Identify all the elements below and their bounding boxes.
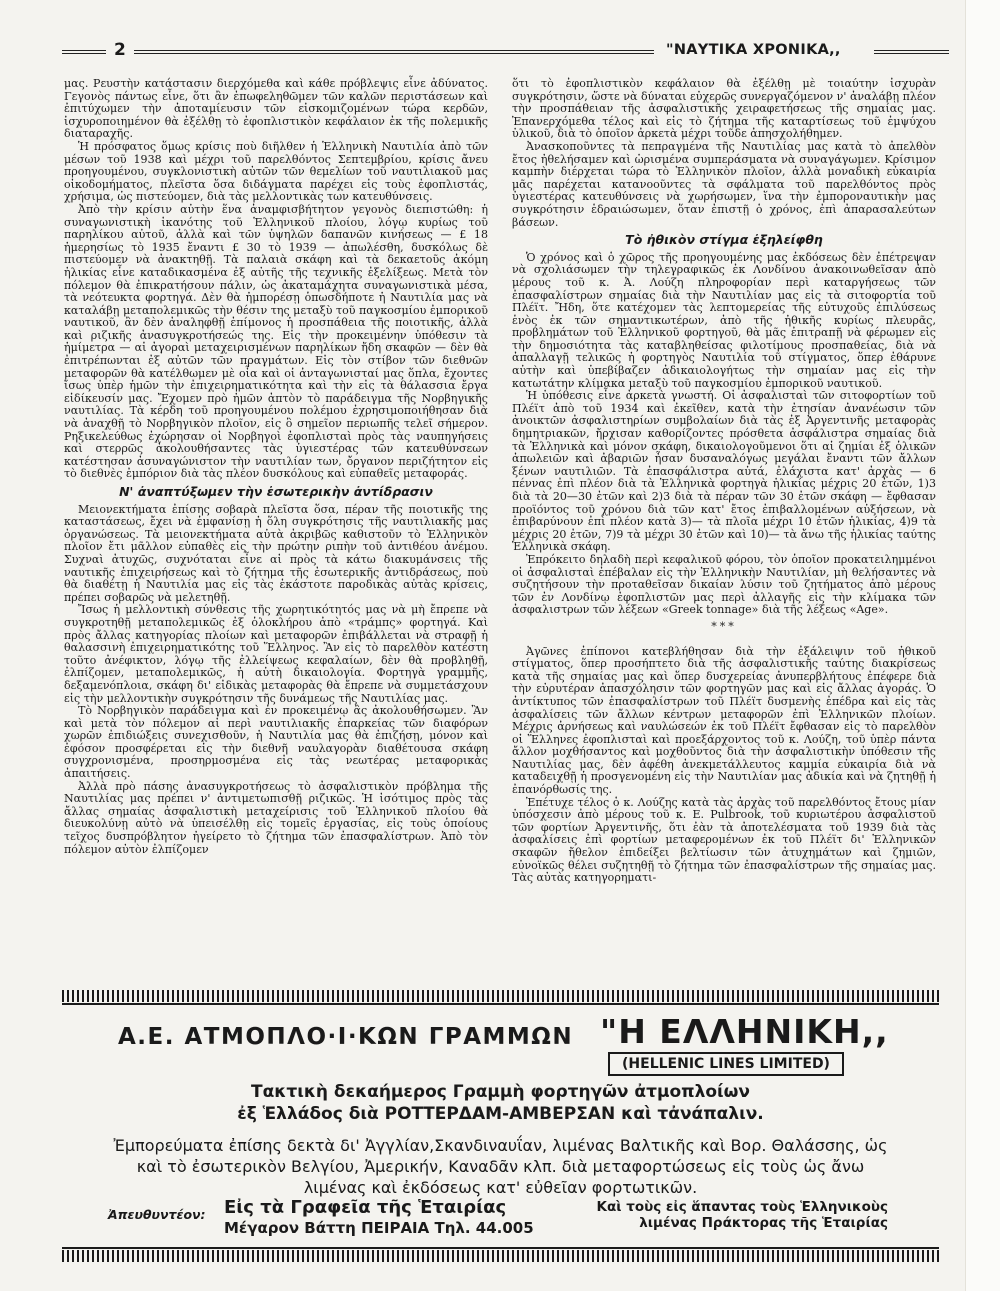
ad-service-line: Τακτικὴ δεκαήμερος Γραμμὴ φορτηγῶν ἀτμοπλοίων (251, 1082, 750, 1102)
ad-company-name: Α.Ε. ΑΤΜΟΠΛΟ·Ι·ΚΩΝ ΓΡΑΜΜΩΝ (118, 1024, 574, 1050)
left-column (64, 78, 488, 856)
paragraph: μας. Ρευστὴν κατάστασιν διερχόμεθα καὶ κάθε πρόβλεψις εἶνε ἀδύνατος. Γεγονὸς πάντως εἶνε, ὅτι ἂν ἐπωφεληθῶμεν τῶν καλῶν περιστάσεων καὶ ἐπιτύχωμεν τὴν ἀποταμίευσιν τῶν εἰσκομιζομένων τώρα κερδῶν, ἰσχυροποιημένον θὰ ἐξέλθῃ τὸ ἐφοπλιστικὸν κεφάλαιον ἐκ τῆς πολεμικῆς διαταραχῆς. (64, 77, 488, 141)
paragraph: ὅτι τὸ ἐφοπλιστικὸν κεφάλαιον θὰ ἐξέλθῃ μὲ τοιαύτην ἰσχυρὰν συγκρότησιν, ὥστε νὰ δύναται εὐχερῶς συνεργαζόμενον ν' ἀναλάβῃ πλέον τὴν προσπάθειαν τῆς ἀσφαλιστικῆς χειραφετήσεως τῆς σημαίας μας. Ἐπανερχόμεθα τέλος καὶ εἰς τὸ ζήτημα τῆς καταρτίσεως τοῦ ἐμψύχου ὑλικοῦ, διὰ τὸ ὁποῖον ἀρκετὰ μέχρι τοῦδε ἀπησχολήθημεν. (512, 77, 936, 141)
header-rule-left (62, 50, 106, 54)
page-header (62, 38, 949, 68)
ad-address-line1: Εἰς τὰ Γραφεῖα τῆς Ἑταιρίας (224, 1197, 507, 1218)
section-heading: Τὸ ἠθικὸν στίγμα ἐξηλείφθη (625, 232, 823, 248)
ad-brand-name: "Η ΕΛΛΗΝΙΚΗ,, (600, 1012, 889, 1051)
ad-border-top (62, 990, 939, 1002)
ad-border-bottom (62, 1250, 939, 1262)
header-rule-middle (134, 50, 654, 54)
paragraph: Ἡ ὑπόθεσις εἶνε ἀρκετὰ γνωστή. Οἱ ἀσφαλισταὶ τῶν σιτοφορτίων τοῦ Πλέϊτ ἀπὸ τοῦ 1934 καὶ ἐκεῖθεν, κατὰ τὴν ἐτησίαν ἀνανέωσιν τῶν ἀνοικτῶν ἀσφαλιστηρίων συμβολαίων διὰ τὰς ἐξ Ἀργεντινῆς μεταφορὰς δημητριακῶν, ἤρχισαν καθορίζοντες πρόσθετα ἀσφάλιστρα σημαίας διὰ τὰ Ἑλληνικὰ καὶ μόνον σκάφη, δικαιολογοῦμενοι ὅτι αἱ ζημίαι ἐξ ὁλικῶν ἀπωλειῶν καὶ ἀβαριῶν ἦσαν δυσαναλόγως μεγάλαι ἔναντι τῶν ἄλλων ξένων ναυτιλιῶν. Τὰ ἐπασφάλιστρα αὐτά, ἐλάχιστα κατ' ἀρχὰς — 6 πέννας ἐπὶ πλέον διὰ τὰ Ἑλληνικὰ φορτηγὰ ἡλικίας μέχρις 20 ἐτῶν, 1)3 διὰ τὰ 20—30 ἐτῶν καὶ 2)3 διὰ τὰ πέραν τῶν 30 ἐτῶν σκάφη — ἔφθασαν προϊόντος τοῦ χρόνου διὰ τῶν κατ' ἔτος ἐπιβαλλομένων αὐξήσεων, νὰ ἐπιβαρύνουν ἐπὶ πλέον κατὰ 3)— τὰ πλοῖα μέχρι 10 ἐτῶν ἡλικίας, 4)9 τὰ μέχρις 20 ἐτῶν, 7)9 τὰ μέχρι 30 ἐτῶν καὶ 10)— τὰ ἄνω τῆς ἡλικίας ταύτης Ἑλληνικὰ σκάφη. (512, 389, 936, 554)
paragraph: Ἀγῶνες ἐπίπονοι κατεβλήθησαν διὰ τὴν ἐξάλειψιν τοῦ ἠθικοῦ στίγματος, ὅπερ προσήπτετο διὰ τῆς ἀσφαλιστικῆς ταύτης διακρίσεως κατὰ τῆς σημαίας μας καὶ ὅπερ δυσχερείας ἀνυπερβλήτους ἐπέφερε διὰ τὴν εὐρυτέραν ἀπασχόλησιν τῶν φορτηγῶν μας καὶ εἰς ἄλλας ἀγοράς. Ὁ ἀντίκτυπος τῶν ἐπασφαλίστρων τοῦ Πλέϊτ δυσμενὴς ἐπέδρα καὶ εἰς τὰς ἀσφαλίσεις τῶν ἄλλων κέντρων μεταφορῶν ἐπὶ Ἑλληνικῶν πλοίων. Μέχρις ἀρνήσεως καὶ ναυλώσεών ἐκ τοῦ Πλέϊτ ἔφθασαν εἰς τὸ παρελθὸν οἱ Ἕλληνες ἐφοπλισταὶ καὶ προεξάρχοντος τοῦ κ. Λούζη, τοῦ ὑπὲρ πάντα ἄλλον μοχθήσαντος καὶ μοχθοῦντος διὰ τὴν ἀσφαλιστικὴν ὑπόθεσιν τῆς Ναυτιλίας μας, δὲν ἀφέθη ἀνεκμετάλλευτος καμμία εὐκαιρία διὰ νὰ καταδειχθῇ ἡ προσγενομένη εἰς τὴν Ναυτιλίαν μας ἀδικία καὶ νὰ ζητηθῇ ἡ ἐπανόρθωσίς της. (512, 644, 936, 797)
page-number: 2 (114, 40, 126, 60)
paragraph: Ὁ χρόνος καὶ ὁ χῶρος τῆς προηγουμένης μας ἐκδόσεως δὲν ἐπέτρεψαν νὰ σχολιάσωμεν τὴν τηλεγραφικῶς ἐκ Λονδίνου ἀνακοινωθεῖσαν ἀπὸ μέρους τοῦ κ. Ἀ. Λούζη πληροφορίαν περὶ καταργήσεως τῶν ἐπασφαλίστρων σημαίας διὰ τὴν Ναυτιλίαν μας εἰς τὰ σιτοφορτία τοῦ Πλέϊτ. Ἤδη, ὅτε κατέχομεν τὰς λεπτομερείας τῆς εὐτυχοῦς ἐπιλύσεως ἑνὸς ἐκ τῶν σημαντικωτέρων, ἀπὸ τῆς ἠθικῆς κυρίως πλευρᾶς, προβλημάτων τοῦ Ἑλληνικοῦ φορτηγοῦ, θὰ μᾶς ἐπιτραπῇ νὰ φέρωμεν εἰς τὴν δημοσιότητα τὰς καταβληθείσας φιλοτίμους προσπαθείας, διὰ νὰ ἀπαλλαγῇ τελικῶς ἡ φορτηγὸς Ναυτιλία τοῦ στίγματος, ὅπερ ἐθάρυνε αὐτὴν καὶ ὑπεβίβαζεν ἀδικαιολογήτως τὴν σημαίαν μας εἰς τὴν κατωτάτην κλίμακα μεταξὺ τοῦ παγκοσμίου ἐμπορικοῦ ναυτικοῦ. (512, 250, 936, 390)
section-heading: Ν' ἀναπτύξωμεν τὴν ἐσωτερικὴν ἀντίδρασιν (119, 484, 433, 499)
ad-english-name: (HELLENIC LINES LIMITED) (608, 1052, 844, 1076)
paragraph: Ἐπέτυχε τέλος ὁ κ. Λούζης κατὰ τὰς ἀρχὰς τοῦ παρελθόντος ἔτους μίαν ὑπόσχεσιν ἀπὸ μέρους τοῦ κ. E. Pulbrook, τοῦ κυριωτέρου ἀσφαλιστοῦ τῶν φορτίων Ἀργεντινῆς, ὅτι ἐὰν τὰ ἀποτελέσματα τοῦ 1939 διὰ τὰς ἀσφαλίσεις ἐπὶ φορτίων μεταφερομένων ἐκ τοῦ Πλέϊτ δι' Ἑλληνικῶν σκαφῶν ἤθελον ἐπιδείξει βελτίωσιν τῶν ἀτυχημάτων καὶ ζημιῶν, εὐνοϊκῶς θέλει συζητηθῇ τὸ ζήτημα τῶν ἐπασφαλίστρων τῆς σημαίας μας. Τὰς αὐτὰς κατηγορηματι- (512, 795, 936, 885)
ad-agents-text: Καὶ τοὺς εἰς ἅπαντας τοὺς Ἑλληνικοὺς λιμένας Πράκτορας τῆς Ἑταιρίας (596, 1199, 888, 1231)
hellenic-lines-advertisement (62, 990, 939, 1262)
ad-body-text: Ἐμπορεύματα ἐπίσης δεκτὰ δι' Ἀγγλίαν,Σκανδιναυΐαν, λιμένας Βαλτικῆς καὶ Βορ. Θαλάσσης, ὡς καὶ τὸ ἐσωτερικὸν Βελγίου, Ἀμερικήν, Καναδᾶν κλπ. διὰ μεταφορτώσεως εἰς τοὺς ὡς ἄνω λιμένας καὶ ἐκδόσεως κατ' εὐθεῖαν φορτωτικῶν. (113, 1136, 888, 1197)
header-rule-right (874, 50, 949, 54)
right-column (512, 78, 936, 885)
paragraph: Ἐπρόκειτο δηλαδὴ περὶ κεφαλικοῦ φόρου, τὸν ὁποῖον προκατειλημμένοι οἱ ἀσφαλισταὶ ἐπέβαλαν εἰς τὴν Ἑλληνικὴν Ναυτιλίαν, μὴ θελήσαντες νὰ συζητήσουν τὴν προταθεῖσαν δικαίαν λύσιν τοῦ ζητήματος ἀπὸ μέρους τῶν ἐν Λονδίνῳ ἐφοπλιστῶν μας περὶ ἀλλαγῆς εἰς τὴν κλίμακα τῶν ἀσφαλιστρων τῶν λέξεων «Greek tonnage» διὰ τῆς λέξεως «Age». (512, 552, 936, 617)
paragraph: Ἀνασκοποῦντες τὰ πεπραγμένα τῆς Ναυτιλίας μας κατὰ τὸ ἀπελθὸν ἔτος ἠθελήσαμεν καὶ ὡρισμένα συμπεράσματα νὰ συναγάγωμεν. Κρίσιμον καμπὴν διέρχεται τώρα τὸ Ἑλληνικὸν πλοῖον, ἀλλὰ μοναδικὴ εὐκαιρία μᾶς παρέχεται κατανοοῦντες τὰ σφάλματα τοῦ παρελθόντος πρὸς ὑγιεστέρας κατευθύνσεις νὰ χωρήσωμεν, ἵνα τὴν ἐμποροναυτικὴν μας συγκρότησιν ἑδραιώσωμεν, ὅταν ἐπιστῇ ὁ χρόνος, ἐπὶ ἀπαρασαλεύτων βάσεων. (512, 139, 936, 229)
ad-address-line2: Μέγαρον Βάττη ΠΕΙΡΑΙΑ Τηλ. 44.005 (224, 1219, 534, 1237)
masthead-title: "ΝΑΥΤΙΚΑ ΧΡΟΝΙΚΑ,, (666, 42, 841, 58)
section-divider: *** (711, 619, 737, 633)
page-edge (965, 0, 1000, 1291)
paragraph: Τὸ Νορβηγικὸν παράδειγμα καὶ ἐν προκειμένῳ ἂς ἀκολουθήσωμεν. Ἂν καὶ μετὰ τὸν πόλεμον αἱ περὶ ναυτιλιακῆς ἐπαρκείας τῶν διαφόρων χωρῶν ἐπιδιώξεις συνεχισθοῦν, ἡ Ναυτιλία μας θὰ ἐπιζήσῃ, μόνον καὶ ἐφόσον προσφέρεται εἰς τὴν διεθνῆ ναυλαγορὰν διαθέτουσα σκάφη συγχρονισμένα, προσηρμοσμένα εἰς τὰς νεωτέρας μεταφορικὰς ἀπαιτήσεις. (64, 704, 488, 781)
paragraph: Μειονεκτήματα ἐπίσης σοβαρὰ πλεῖστα ὅσα, πέραν τῆς ποιοτικῆς της καταστάσεως, ἔχει νὰ ἐμφανίσῃ ἡ ὅλη συγκρότησις τῆς ναυτιλιακῆς μας ὀργανώσεως. Τὰ μειονεκτήματα αὐτὰ ἀκριβῶς καθιστοῦν τὸ Ἑλληνικὸν πλοῖον ἔτι μᾶλλον εὐπαθὲς εἰς τὴν πρώτην ριπὴν τοῦ ἀντιθέου ἀνέμου. Συχναὶ ἀτυχῶς, συχνόταται εἶνε αἱ πρὸς τὰ κάτω διακυμάνσεις τῆς ναυτικῆς ἐπιχειρήσεως καὶ τὸ ζήτημα τῆς ἐσωτερικῆς ἀντιδράσεως, ποὺ θὰ διαθέτῃ ἡ Ναυτιλία μας εἰς τὰς ἑκάστοτε παροδικὰς αὐτὰς κρίσεις, πρέπει σοβαρῶς νὰ μελετηθῇ. (64, 502, 488, 604)
paragraph: Ἀπὸ τὴν κρίσιν αὐτὴν ἕνα ἀναμφισβήτητον γεγονὸς διεπιστώθη: ἡ συναγωνιστικὴ ἱκανότης τοῦ Ἑλληνικοῦ πλοίου, λόγῳ κυρίως τοῦ παρηλίκου αὐτοῦ, ἀλλὰ καὶ τῶν ὑψηλῶν δαπανῶν κινήσεως — £ 18 ἡμερησίως τὸ 1935 ἔναντι £ 30 τὸ 1939 — ἀπωλέσθη, δυσκόλως δὲ πιστεύομεν νὰ ἀνακτηθῇ. Τὰ παλαιὰ σκάφη καὶ τὰ δεκαετοῦς ἀκόμη ἡλικίας εἶνε καταδικασμένα ἐξ αὐτῆς τῆς τεχνικῆς ἐξελίξεως. Μετὰ τὸν πόλεμον θὰ ἐπικρατήσουν πάλιν, ὡς ἀκαταμάχητα συναγωνιστικὰ μέσα, τὰ νεότευκτα φορτηγά. Δὲν θὰ ἠμπορέσῃ ὁπωσδήποτε ἡ Ναυτιλία μας νὰ καταλάβῃ μεταπολεμικῶς τὴν θέσιν της μεταξὺ τοῦ παγκοσμίου ἐμπορικοῦ ναυτικοῦ, ἂν δὲν ἀναληφθῇ ἐπίμονος ἡ προσπάθεια τῆς ποιοτικῆς, ἀλλὰ καὶ ριζικῆς ἀνασυγκροτήσεώς της. Εἰς τὴν προκειμένην ὑπόθεσιν τὰ ἡμίμετρα — αἱ ἀγοραὶ μεταχειρισμένων παρηλίκων ἤδη σκαφῶν — δὲν θὰ ἐπιτρέπωνται ἐξ αὐτῶν τῶν πραγμάτων. Εἰς τὸν στίβον τῶν διεθνῶν μεταφορῶν θὰ κατέλθωμεν μὲ οἷα καὶ οἱ ἀνταγωνισταί μας ὅπλα, ἔχοντες ἴσως ὑπὲρ ἡμῶν τὴν ἐπιχειρηματικότητα καὶ τὴν εἰς τὰ θάλασσια ἔργα εἰδίκευσίν μας. Ἔχομεν πρὸ ἡμῶν ἀπτὸν τὸ παράδειγμα τῆς Νορβηγικῆς ναυτιλίας. Τὰ κέρδη τοῦ προηγουμένου πολέμου ἐχρησιμοποιήθησαν διὰ νὰ ἀναχθῇ τὸ Νορβηγικὸν πλοῖον, εἰς ὃ σημεῖον περιωπῆς τελεῖ σήμερον. Ρηξικελεύθως ἐχώρησαν οἱ Νορβηγοὶ ἐφοπλισταὶ πρὸς τὰς ναυπηγήσεις καὶ στερρῶς ἀκολουθήσαντες τὰς ὑγιεστέρας τῶν κατευθύνσεων κατέστησαν ἀσυναγώνιστον τὴν ναυτιλίαν των, ὄργανον περιζήτητον εἰς τὸ διεθνὲς ἐμπόριον διὰ τὰς πλέον δυσκόλους καὶ εὐπαθεῖς μεταφοράς. (64, 202, 488, 481)
paragraph: Ἀλλὰ πρὸ πάσης ἀνασυγκροτήσεως τὸ ἀσφαλιστικὸν πρόβλημα τῆς Ναυτιλίας μας πρέπει ν' ἀντιμετωπισθῇ ριζικῶς. Ἡ ἰσότιμος πρὸς τὰς ἄλλας σημαίας ἀσφαλιστικὴ μεταχείρισις τοῦ Ἑλληνικοῦ πλοίου θὰ διευκολύνῃ αὐτὸ νὰ ὑπεισέλθῃ εἰς τομεῖς ἐργασίας, εἰς τοὺς ὁποίους τεῖχος δυσπρόβλητον ἠγείρετο τὸ ζήτημα τῶν ἐπασφαλίστρων. Ἀπὸ τὸν πόλεμον αὐτὸν ἐλπίζομεν (64, 779, 488, 856)
paragraph: Ἡ πρόσφατος ὅμως κρίσις ποὺ διῆλθεν ἡ Ἑλληνικὴ Ναυτιλία ἀπὸ τῶν μέσων τοῦ 1938 καὶ μέχρι τοῦ παρελθόντος Σεπτεμβρίου, κρίσις ἄνευ προηγουμένου, συγκλονιστικὴ αὐτῶν τῶν θεμελίων τοῦ ναυτιλιακοῦ μας οἰκοδομήματος, πλεῖστα ὅσα διδάγματα παρέχει εἰς τοὺς ἐφοπλιστάς, χρήσιμα, ὡς πιστεύομεν, διὰ τὰς μελλοντικὰς των κατευθύνσεις. (64, 139, 488, 204)
ad-route-line: ἐξ Ἑλλάδος διὰ ΡΟΤΤΕΡΔΑΜ-ΑΜΒΕΡΣΑΝ καὶ τἀνάπαλιν. (237, 1104, 764, 1124)
paragraph: Ἴσως ἡ μελλοντικὴ σύνθεσις τῆς χωρητικότητός μας νὰ μὴ ἔπρεπε νὰ συγκροτηθῇ μεταπολεμικῶς ἐξ ὁλοκλήρου ἀπὸ «τράμπς» φορτηγά. Καὶ πρὸς ἄλλας κατηγορίας πλοίων καὶ μεταφορῶν ἐπιβάλλεται νὰ στραφῇ ἡ θαλασσινὴ ἐπιχειρηματικότης τοῦ Ἕλληνος. Ἂν εἰς τὸ παρελθὸν κατέστη τοῦτο ἀνέφικτον, λόγῳ τῆς ἐλλείψεως κεφαλαίων, δὲν θὰ προβληθῇ, ἐλπίζομεν, μεταπολεμικῶς, ἡ αὐτὴ δικαιολογία. Φορτηγὰ γραμμῆς, δεξαμενόπλοια, σκάφη δι' εἰδικὰς μεταφορὰς θὰ ἔπρεπε νὰ συμμετάσχουν εἰς τὴν μελλοντικὴν συγκρότησιν τῆς δυνάμεως τῆς Ναυτιλίας μας. (64, 603, 488, 705)
ad-address-label: Ἀπευθυντέον: (108, 1207, 206, 1222)
